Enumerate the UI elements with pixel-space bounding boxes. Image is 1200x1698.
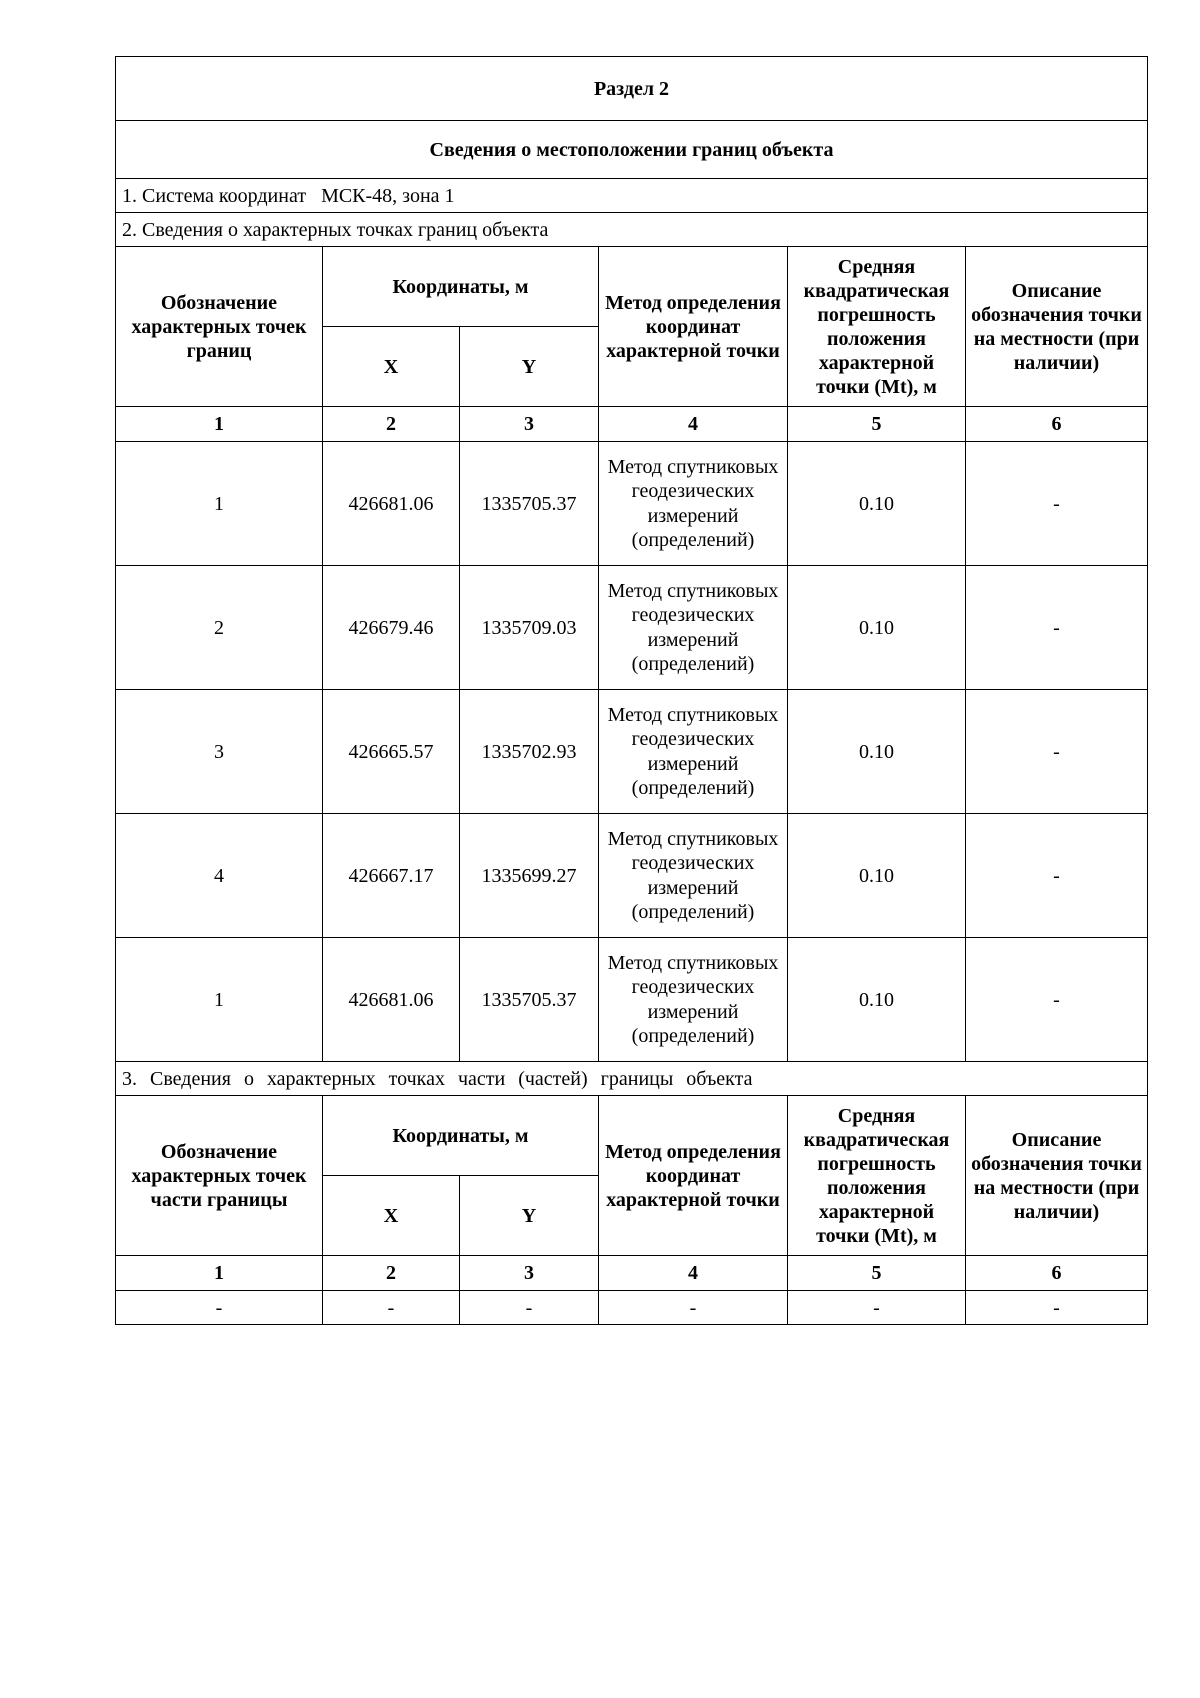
column-number: 6 bbox=[966, 1256, 1148, 1291]
header-method: Метод определения координат характерной точки bbox=[599, 247, 788, 407]
coord-y: 1335702.93 bbox=[460, 690, 599, 814]
coord-y: 1335709.03 bbox=[460, 566, 599, 690]
point-description: - bbox=[966, 690, 1148, 814]
section-subtitle: Сведения о местоположении границ объекта bbox=[116, 121, 1148, 179]
method: - bbox=[599, 1291, 788, 1325]
method: Метод спутниковых геодезических измерений (определений) bbox=[599, 442, 788, 566]
coord-x: 426679.46 bbox=[323, 566, 460, 690]
point-id: 1 bbox=[116, 442, 323, 566]
parts-table-row bbox=[116, 1291, 1148, 1325]
section-2-table bbox=[115, 56, 1148, 1325]
column-number: 1 bbox=[116, 407, 323, 442]
parts-header-x: X bbox=[323, 1176, 460, 1256]
coordinate-system-label: 1. Система координат bbox=[122, 184, 307, 207]
parts-header-designation: Обозначение характерных точек части границы bbox=[116, 1096, 323, 1256]
coord-x: - bbox=[323, 1291, 460, 1325]
mt-error: 0.10 bbox=[788, 442, 966, 566]
table-row bbox=[116, 690, 1148, 814]
mt-error: 0.10 bbox=[788, 566, 966, 690]
column-number: 3 bbox=[460, 1256, 599, 1291]
coord-y: - bbox=[460, 1291, 599, 1325]
method: Метод спутниковых геодезических измерений (определений) bbox=[599, 814, 788, 938]
table-row bbox=[116, 566, 1148, 690]
coordinate-system-line bbox=[116, 179, 1148, 213]
point-id: 3 bbox=[116, 690, 323, 814]
header-error: Средняя квадратическая погрешность положения характерной точки (Mt), м bbox=[788, 247, 966, 407]
header-y: Y bbox=[460, 327, 599, 407]
coord-x: 426667.17 bbox=[323, 814, 460, 938]
point-id: 1 bbox=[116, 938, 323, 1062]
column-number: 2 bbox=[323, 407, 460, 442]
mt-error: 0.10 bbox=[788, 938, 966, 1062]
parts-header-coordinates: Координаты, м bbox=[323, 1096, 599, 1176]
header-designation: Обозначение характерных точек границ bbox=[116, 247, 323, 407]
parts-header-y: Y bbox=[460, 1176, 599, 1256]
points-section-title: 2. Сведения о характерных точках границ объекта bbox=[116, 213, 1148, 247]
coord-x: 426681.06 bbox=[323, 442, 460, 566]
parts-section-title: 3. Сведения о характерных точках части (частей) границы объекта bbox=[116, 1062, 1148, 1096]
parts-header-method: Метод определения координат характерной точки bbox=[599, 1096, 788, 1256]
mt-error: - bbox=[788, 1291, 966, 1325]
point-description: - bbox=[966, 442, 1148, 566]
column-number: 5 bbox=[788, 1256, 966, 1291]
point-description: - bbox=[966, 938, 1148, 1062]
parts-column-numbers-row bbox=[116, 1256, 1148, 1291]
column-number: 6 bbox=[966, 407, 1148, 442]
table-row bbox=[116, 938, 1148, 1062]
parts-header-error: Средняя квадратическая погрешность положения характерной точки (Mt), м bbox=[788, 1096, 966, 1256]
coord-y: 1335699.27 bbox=[460, 814, 599, 938]
coord-x: 426681.06 bbox=[323, 938, 460, 1062]
column-numbers-row bbox=[116, 407, 1148, 442]
point-description: - bbox=[966, 566, 1148, 690]
mt-error: 0.10 bbox=[788, 690, 966, 814]
section-title: Раздел 2 bbox=[116, 57, 1148, 121]
coordinate-system-value: МСК-48, зона 1 bbox=[321, 184, 455, 207]
coord-y: 1335705.37 bbox=[460, 938, 599, 1062]
column-number: 5 bbox=[788, 407, 966, 442]
column-number: 2 bbox=[323, 1256, 460, 1291]
table-row bbox=[116, 814, 1148, 938]
table-row bbox=[116, 442, 1148, 566]
point-id: - bbox=[116, 1291, 323, 1325]
method: Метод спутниковых геодезических измерений (определений) bbox=[599, 938, 788, 1062]
method: Метод спутниковых геодезических измерений (определений) bbox=[599, 566, 788, 690]
column-number: 3 bbox=[460, 407, 599, 442]
point-description: - bbox=[966, 814, 1148, 938]
point-id: 2 bbox=[116, 566, 323, 690]
parts-header-description: Описание обозначения точки на местности (при наличии) bbox=[966, 1096, 1148, 1256]
point-description: - bbox=[966, 1291, 1148, 1325]
point-id: 4 bbox=[116, 814, 323, 938]
column-number: 4 bbox=[599, 1256, 788, 1291]
method: Метод спутниковых геодезических измерений (определений) bbox=[599, 690, 788, 814]
header-description: Описание обозначения точки на местности (при наличии) bbox=[966, 247, 1148, 407]
header-coordinates: Координаты, м bbox=[323, 247, 599, 327]
coord-x: 426665.57 bbox=[323, 690, 460, 814]
coord-y: 1335705.37 bbox=[460, 442, 599, 566]
column-number: 1 bbox=[116, 1256, 323, 1291]
document-page bbox=[115, 56, 1147, 1325]
column-number: 4 bbox=[599, 407, 788, 442]
mt-error: 0.10 bbox=[788, 814, 966, 938]
header-x: X bbox=[323, 327, 460, 407]
